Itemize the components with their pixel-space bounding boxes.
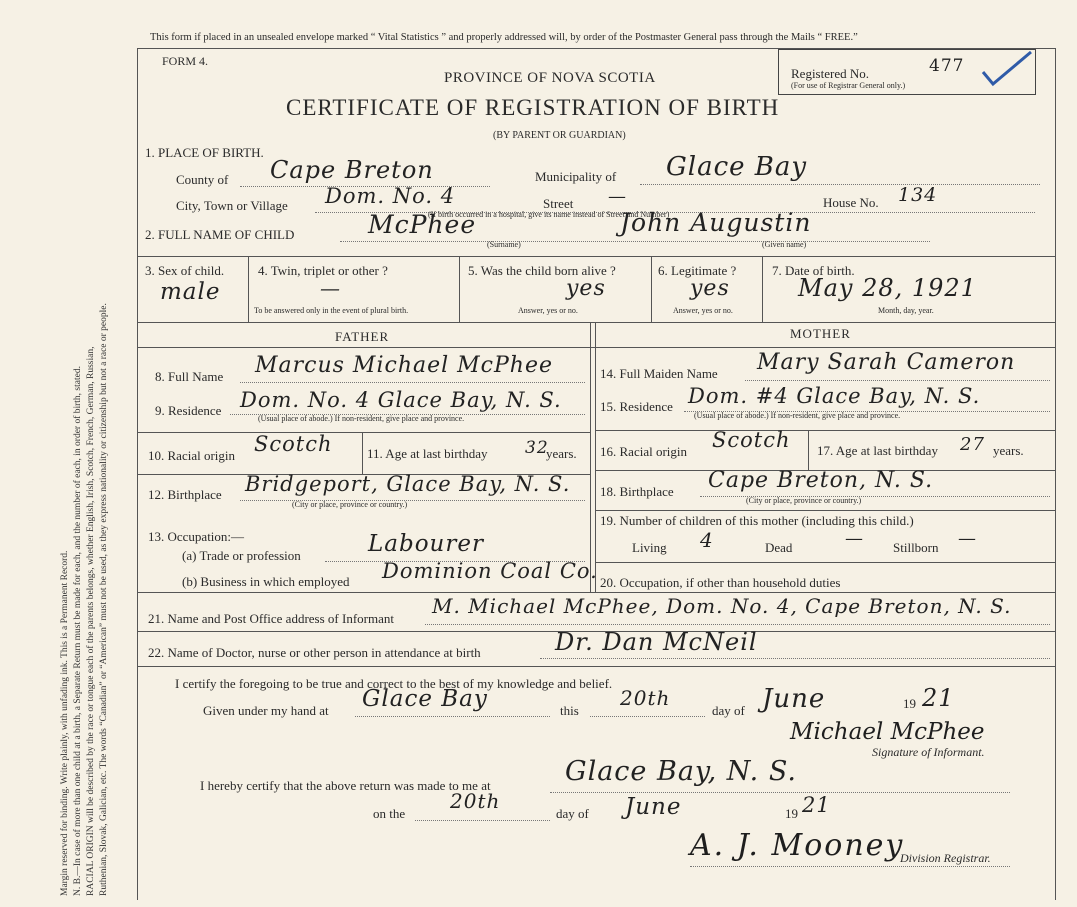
cell-divider — [248, 256, 249, 322]
mother-children-label: 19. Number of children of this mother (including this child.) — [600, 513, 914, 528]
father-business-value: Dominion Coal Co. — [382, 559, 598, 583]
margin-note-binding: Margin reserved for binding. Write plainly, with unfading ink. This is a Permanent Record. — [60, 550, 70, 896]
child-given-name-value: John Augustin — [620, 208, 812, 237]
margin-note-racial-origin: RACIAL ORIGIN will be described by the race or tongue each of the parents belongs, whether English, Irish, Scotch, French, German, Russian, — [86, 346, 96, 896]
registrar-year-prefix: 19 — [785, 806, 798, 821]
doctor-label: 22. Name of Doctor, nurse or other person in attendance at birth — [148, 645, 481, 660]
father-mother-divider-2 — [595, 322, 596, 592]
registrar-use-note: (For use of Registrar General only.) — [791, 81, 906, 90]
living-value: 4 — [700, 528, 714, 552]
day-underline — [590, 716, 705, 717]
cell-divider — [459, 256, 460, 322]
municipality-label: Municipality of — [535, 169, 617, 184]
date-of-birth-label: 7. Date of birth. — [772, 263, 855, 278]
father-cell-divider — [362, 432, 363, 474]
father-row-divider — [137, 432, 590, 433]
father-residence-note: (Usual place of abode.) If non-resident, give place and province. — [258, 414, 465, 423]
street-value: — — [608, 186, 627, 207]
mother-row-divider — [595, 430, 1055, 431]
month-value: June — [762, 684, 826, 714]
mother-age-suffix: years. — [993, 443, 1024, 458]
given-place-value: Glace Bay — [362, 686, 488, 712]
twin-label: 4. Twin, triplet or other ? — [258, 263, 388, 278]
registrar-year-value: 21 — [802, 793, 831, 817]
city-value: Dom. No. 4 — [325, 184, 456, 208]
stillborn-label: Stillborn — [893, 540, 939, 555]
mother-residence-note: (Usual place of abode.) If non-resident, give place and province. — [694, 411, 901, 420]
municipality-value: Glace Bay — [666, 152, 808, 182]
legitimate-label: 6. Legitimate ? — [658, 263, 737, 278]
certify-statement: I certify the foregoing to be true and correct to the best of my knowledge and belief. — [175, 676, 613, 691]
father-age-value: 32 — [525, 438, 549, 458]
born-alive-note: Answer, yes or no. — [518, 306, 578, 315]
father-age-suffix: years. — [546, 446, 577, 461]
informant-label: 21. Name and Post Office address of Informant — [148, 611, 394, 626]
form-number: FORM 4. — [162, 54, 209, 68]
father-residence-value: Dom. No. 4 Glace Bay, N. S. — [240, 388, 562, 412]
province-heading: PROVINCE OF NOVA SCOTIA — [444, 70, 656, 86]
legitimate-value: yes — [690, 276, 730, 301]
mother-occupation-label: 20. Occupation, if other than household duties — [600, 575, 841, 590]
row-divider-1 — [137, 256, 1055, 257]
city-label: City, Town or Village — [176, 198, 288, 213]
twin-note: To be answered only in the event of plural birth. — [254, 306, 409, 315]
mother-racial-label: 16. Racial origin — [600, 444, 688, 459]
doctor-underline — [540, 658, 1050, 659]
father-heading: FATHER — [335, 329, 390, 344]
father-racial-value: Scotch — [254, 432, 333, 456]
stillborn-value: — — [958, 528, 977, 549]
mother-age-label: 17. Age at last birthday — [817, 443, 938, 458]
doctor-value: Dr. Dan McNeil — [555, 628, 758, 656]
mother-birthplace-note: (City or place, province or country.) — [746, 496, 862, 505]
given-under-hand-label: Given under my hand at — [203, 703, 329, 718]
father-name-value: Marcus Michael McPhee — [255, 353, 554, 378]
child-name-underline — [340, 241, 930, 242]
registered-number-box — [778, 49, 1036, 95]
day-of-label: day of — [712, 703, 745, 718]
registrar-month-value: June — [625, 794, 682, 820]
sex-value: male — [160, 279, 221, 305]
mother-cell-divider — [808, 430, 809, 470]
year-prefix: 19 — [903, 696, 916, 711]
registered-number-value: 477 — [929, 56, 965, 76]
registrar-signature-underline — [690, 866, 1010, 867]
informant-value: M. Michael McPhee, Dom. No. 4, Cape Breton, N. S. — [432, 594, 1012, 618]
mother-birthplace-value: Cape Breton, N. S. — [708, 468, 934, 493]
certificate-subtitle: (BY PARENT OR GUARDIAN) — [493, 130, 626, 141]
given-place-underline — [355, 716, 550, 717]
given-name-caption: (Given name) — [762, 240, 807, 249]
dead-label: Dead — [765, 540, 793, 555]
registrar-day-underline — [415, 820, 550, 821]
registered-number-label: Registered No. — [791, 66, 869, 81]
dead-value: — — [845, 528, 864, 549]
mother-residence-label: 15. Residence — [600, 399, 673, 414]
mother-heading: MOTHER — [790, 326, 851, 341]
right-border — [1055, 48, 1056, 900]
informant-underline — [425, 624, 1050, 625]
cell-divider — [651, 256, 652, 322]
margin-note-racial-origin-cont: Ruthenian, Slovak, Galician, etc. The words “Canadian” or “American” must not be used, as they express nationality or citizenship but not a race or people. — [99, 303, 109, 896]
child-surname-value: McPhee — [368, 210, 477, 239]
date-of-birth-note: Month, day, year. — [878, 306, 934, 315]
registrar-signature: A. J. Mooney — [690, 828, 905, 863]
county-label: County of — [176, 172, 229, 187]
informant-signature-caption: Signature of Informant. — [872, 745, 985, 759]
father-age-label: 11. Age at last birthday — [367, 446, 488, 461]
mail-notice: This form if placed in an unsealed envelope marked “ Vital Statistics ” and properly addressed will, by order of the Postmaster General pass through the Mails “ FREE.” — [150, 32, 858, 43]
street-label: Street — [543, 196, 574, 211]
registrar-day-value: 20th — [450, 789, 501, 813]
born-alive-label: 5. Was the child born alive ? — [468, 263, 616, 278]
informant-signature: Michael McPhee — [790, 719, 985, 745]
father-birthplace-value: Bridgeport, Glace Bay, N. S. — [245, 472, 571, 496]
father-name-label: 8. Full Name — [155, 369, 224, 384]
child-name-label: 2. FULL NAME OF CHILD — [145, 227, 295, 242]
registrar-place-underline — [550, 792, 1010, 793]
father-trade-label: (a) Trade or profession — [182, 548, 301, 563]
county-value: Cape Breton — [270, 156, 434, 184]
father-trade-value: Labourer — [368, 531, 484, 557]
registrar-place-value: Glace Bay, N. S. — [565, 756, 797, 787]
municipality-underline — [640, 184, 1040, 185]
date-of-birth-value: May 28, 1921 — [798, 274, 977, 302]
house-number-value: 134 — [898, 184, 938, 206]
year-value: 21 — [922, 684, 955, 712]
hospital-note: (If birth occurred in a hospital, give its name instead of Street and Number) — [428, 210, 670, 219]
day-value: 20th — [620, 686, 671, 710]
mother-birthplace-label: 18. Birthplace — [600, 484, 674, 499]
father-residence-label: 9. Residence — [155, 403, 222, 418]
this-label: this — [560, 703, 579, 718]
father-birthplace-label: 12. Birthplace — [148, 487, 222, 502]
sex-label: 3. Sex of child. — [145, 263, 225, 278]
mother-row-divider — [595, 510, 1055, 511]
mother-racial-value: Scotch — [712, 428, 791, 452]
margin-note-multiple-births: N. B.—In case of more than one child at a birth, a Separate Return must be made for each, and the number of each, in order of birth, stated. — [73, 366, 83, 896]
cell-divider — [762, 256, 763, 322]
mother-name-label: 14. Full Maiden Name — [600, 366, 718, 381]
margin-notes — [59, 66, 111, 896]
row-divider-3 — [137, 347, 1055, 348]
certificate-title: CERTIFICATE OF REGISTRATION OF BIRTH — [286, 95, 780, 120]
house-number-label: House No. — [823, 195, 879, 210]
row-divider-2 — [137, 322, 1055, 323]
row-divider-6 — [137, 666, 1055, 667]
surname-caption: (Surname) — [487, 240, 521, 249]
mother-name-value: Mary Sarah Cameron — [757, 350, 1016, 375]
father-mother-divider — [590, 322, 591, 592]
born-alive-value: yes — [566, 276, 606, 301]
row-divider-4 — [137, 592, 1055, 593]
twin-value: — — [320, 276, 341, 300]
mother-name-underline — [745, 380, 1050, 381]
legitimate-note: Answer, yes or no. — [673, 306, 733, 315]
father-name-underline — [240, 382, 585, 383]
registrar-day-of-label: day of — [556, 806, 589, 821]
mother-residence-value: Dom. #4 Glace Bay, N. S. — [688, 384, 981, 408]
on-the-label: on the — [373, 806, 406, 821]
mother-row-divider — [595, 562, 1055, 563]
registrar-statement: I hereby certify that the above return was made to me at — [200, 778, 491, 793]
place-of-birth-heading: 1. PLACE OF BIRTH. — [145, 145, 264, 160]
father-occupation-label: 13. Occupation:— — [148, 529, 245, 544]
registrar-signature-caption: Division Registrar. — [900, 851, 991, 865]
mother-age-value: 27 — [960, 434, 985, 455]
father-racial-label: 10. Racial origin — [148, 448, 236, 463]
living-label: Living — [632, 540, 667, 555]
father-business-label: (b) Business in which employed — [182, 574, 350, 589]
check-mark-icon — [979, 50, 1039, 90]
father-birthplace-note: (City or place, province or country.) — [292, 500, 408, 509]
